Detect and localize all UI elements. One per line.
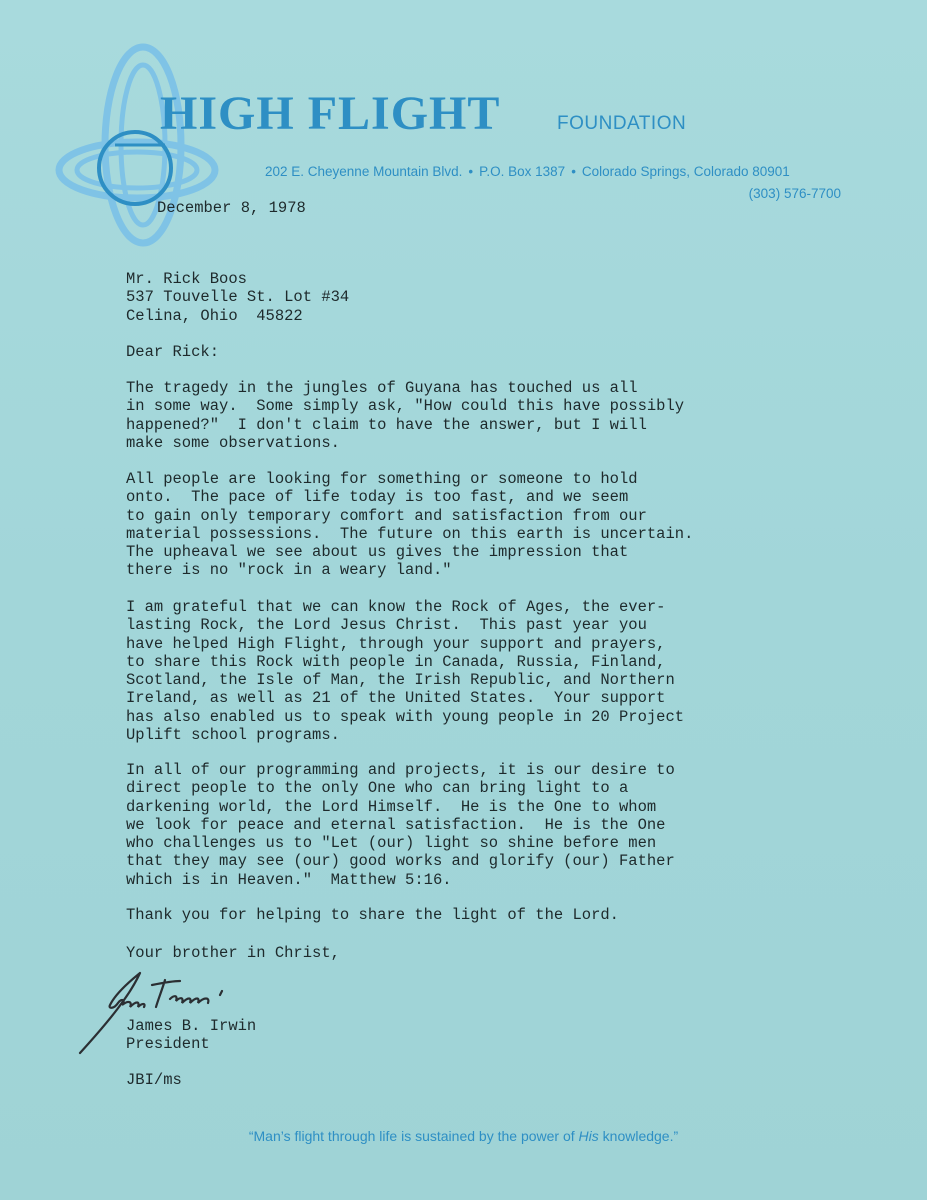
- letterhead-subtitle: FOUNDATION: [557, 113, 687, 134]
- recipient-line: Mr. Rick Boos: [126, 270, 247, 288]
- bullet-separator: •: [468, 164, 474, 179]
- letterhead-phone: (303) 576-7700: [748, 186, 841, 201]
- body-paragraph: All people are looking for something or someone to hold onto. The pace of life today is too fast, and we seem to gain only temporary comfort and satisfaction from our material possessions. The future on this earth is uncertain. The upheaval we see about us gives the impression that there is no "rock in a weary land.": [126, 470, 694, 580]
- body-paragraph: Thank you for helping to share the light of the Lord.: [126, 906, 619, 924]
- body-paragraph: The tragedy in the jungles of Guyana has touched us all in some way. Some simply ask, "How could this have possibly happened?" I don't claim to have the answer, but I will make some observations.: [126, 379, 685, 452]
- greeting: Dear Rick:: [126, 343, 220, 361]
- high-flight-logo-icon: [55, 40, 255, 250]
- bullet-separator: •: [571, 164, 576, 179]
- address-street: 202 E. Cheyenne Mountain Blvd.: [265, 164, 463, 179]
- address-city: Colorado Springs, Colorado 80901: [581, 164, 790, 179]
- recipient-line: 537 Touvelle St. Lot #34: [126, 288, 350, 307]
- typist-initials: JBI/ms: [126, 1071, 182, 1089]
- letterhead-address: [265, 164, 790, 179]
- quote-text: “Man’s flight through life is sustained by the power of: [248, 1128, 579, 1144]
- quote-emphasis: His: [578, 1128, 599, 1144]
- address-box: P.O. Box 1387: [479, 164, 566, 179]
- signer-name: James B. Irwin: [126, 1017, 257, 1035]
- letterhead-title: HIGH FLIGHT: [160, 87, 501, 140]
- quote-text-end: knowledge.”: [598, 1128, 679, 1144]
- body-paragraph: I am grateful that we can know the Rock of Ages, the ever- lasting Rock, the Lord Jesus Christ. This past year you have helped High Flight, through your support and prayers, to share this Rock with people in Canada, Russia, Finland, Scotland, the Isle of Man, the Irish Republic, and Northern Ireland, as well as 21 of the United States. Your support has also enabled us to speak with young people in 20 Project Uplift school programs.: [126, 598, 685, 745]
- recipient-line: Celina, Ohio 45822: [126, 306, 303, 325]
- footer-quote: [0, 1128, 927, 1144]
- recipient-block: [126, 270, 349, 325]
- body-paragraph: In all of our programming and projects, it is our desire to direct people to the only One who can bring light to a darkening world, the Lord Himself. He is the One to whom we look for peace and eternal satisfaction. He is the One who challenges us to "Let (our) light so shine before men that they may see (our) good works and glorify (our) Father which is in Heaven." Matthew 5:16.: [126, 761, 675, 889]
- signer-block: [126, 1017, 256, 1054]
- signer-title: President: [126, 1035, 210, 1054]
- closing: Your brother in Christ,: [126, 944, 340, 962]
- letter-date: December 8, 1978: [157, 199, 306, 217]
